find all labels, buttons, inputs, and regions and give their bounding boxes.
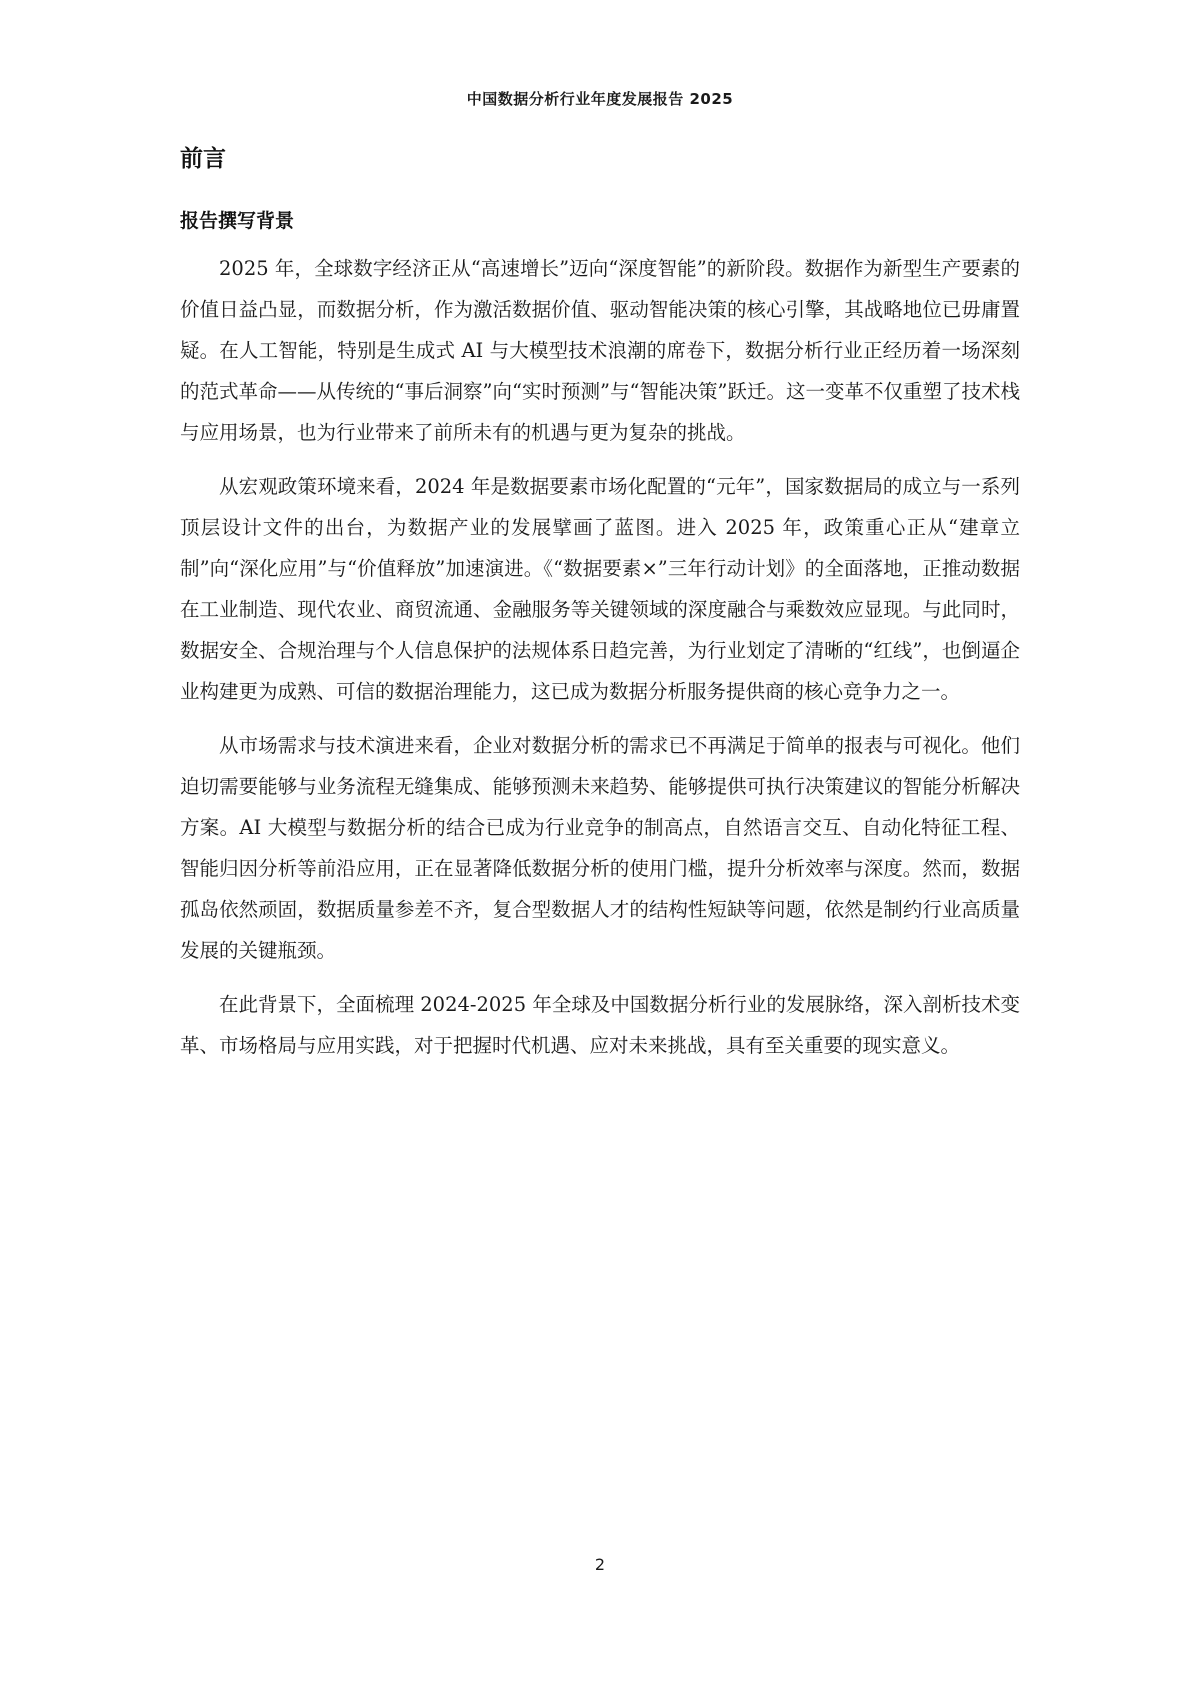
body-paragraph-3: 从市场需求与技术演进来看，企业对数据分析的需求已不再满足于简单的报表与可视化。他们迫切需要能够与业务流程无缝集成、能够预测未来趋势、能够提供可执行决策建议的智能分析解决方案。AI 大模型与数据分析的结合已成为行业竞争的制高点，自然语言交互、自动化特征工程、智能归因分析等前沿应用，正在显著降低数据分析的使用门槛，提升分析效率与深度。然而，数据孤岛依然顽固，数据质量参差不齐，复合型数据人才的结构性短缺等问题，依然是制约行业高质量发展的关键瓶颈。 xyxy=(180,734,1020,962)
subsection-title: 报告撰写背景 xyxy=(180,210,295,232)
body-paragraph-4: 在此背景下，全面梳理 2024-2025 年全球及中国数据分析行业的发展脉络，深入剖析技术变革、市场格局与应用实践，对于把握时代机遇、应对未来挑战，具有至关重要的现实意义。 xyxy=(180,993,1020,1057)
page-number: 2 xyxy=(594,1555,606,1574)
body-paragraph-2: 从宏观政策环境来看，2024 年是数据要素市场化配置的“元年”，国家数据局的成立与一系列顶层设计文件的出台，为数据产业的发展擘画了蓝图。进入 2025 年，政策重心正从“建章立制”向“深化应用”与“价值释放”加速演进。《“数据要素×”三年行动计划》的全面落地，正推动数据在工业制造、现代农业、商贸流通、金融服务等关键领域的深度融合与乘数效应显现。与此同时，数据安全、合规治理与个人信息保护的法规体系日趋完善，为行业划定了清晰的“红线”，也倒逼企业构建更为成熟、可信的数据治理能力，这已成为数据分析服务提供商的核心竞争力之一。 xyxy=(180,475,1020,703)
section-title: 前言 xyxy=(180,146,226,172)
body-paragraph-1: 2025 年，全球数字经济正从“高速增长”迈向“深度智能”的新阶段。数据作为新型生产要素的价值日益凸显，而数据分析，作为激活数据价值、驱动智能决策的核心引擎，其战略地位已毋庸置疑。在人工智能，特别是生成式 AI 与大模型技术浪潮的席卷下，数据分析行业正经历着一场深刻的范式革命——从传统的“事后洞察”向“实时预测”与“智能决策”跃迁。这一变革不仅重塑了技术栈与应用场景，也为行业带来了前所未有的机遇与更为复杂的挑战。 xyxy=(180,257,1020,444)
running-header: 中国数据分析行业年度发展报告 2025 xyxy=(466,90,734,108)
page-content xyxy=(180,142,1020,1079)
